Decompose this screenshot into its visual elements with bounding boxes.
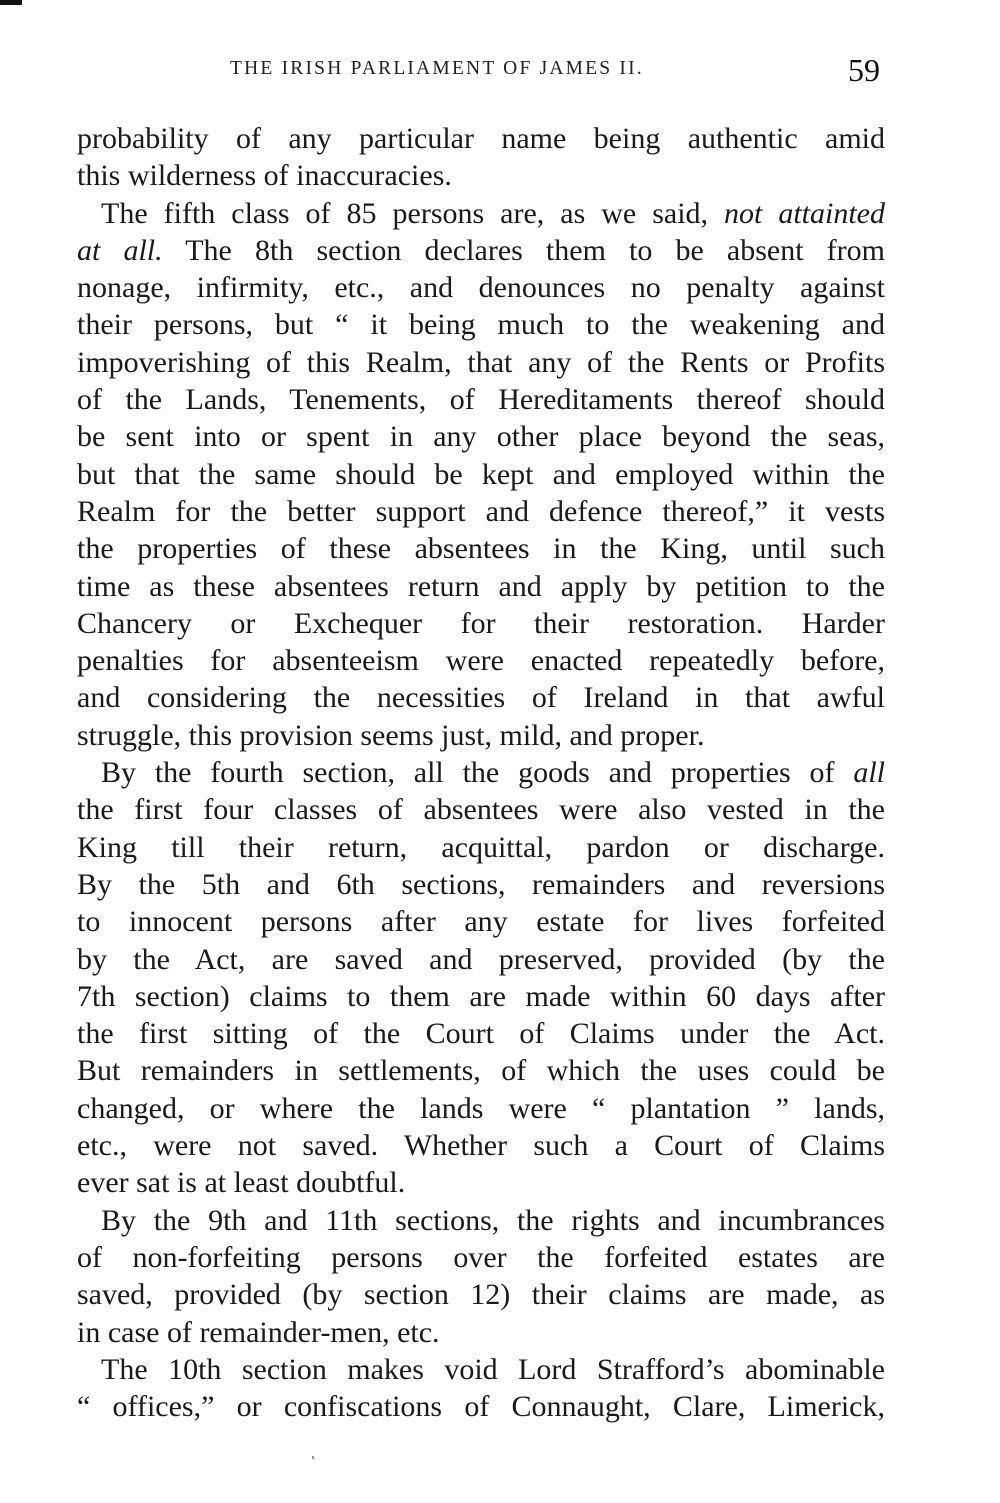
text-line: The 10th section makes void Lord Strafford’s abominable — [101, 1352, 885, 1386]
paragraph — [77, 1202, 885, 1351]
text-segment: The 8th section declares them to be absent from — [185, 233, 886, 267]
text-line: the first sitting of the Court of Claims under the Act. — [77, 1017, 885, 1051]
text-line — [77, 195, 885, 232]
text-line: be sent into or spent in any other place beyond the seas, — [77, 420, 885, 454]
text-line: ever sat is at least doubtful. — [77, 1166, 406, 1200]
text-line: nonage, infirmity, etc., and denounces no penalty against — [77, 271, 885, 305]
text-line: their persons, but “ it being much to the weakening and — [77, 308, 885, 342]
page-number: 59 — [848, 52, 880, 88]
text-line: penalties for absenteeism were enacted repeatedly before, — [77, 644, 885, 678]
text-line: King till their return, acquittal, pardon or discharge. — [77, 830, 885, 864]
text-line: probability of any particular name being authentic amid — [77, 122, 885, 155]
text-line: etc., were not saved. Whether such a Court of Claims — [77, 1129, 885, 1163]
text-line: the properties of these absentees in the King, until such — [77, 532, 885, 566]
text-line: in case of remainder-men, etc. — [77, 1315, 440, 1349]
text-line: the first four classes of absentees were also vested in the — [77, 793, 885, 827]
emphasis-text: at all. — [77, 233, 163, 267]
text-line: But remainders in settlements, of which the uses could be — [77, 1054, 885, 1088]
text-line: struggle, this provision seems just, mild, and proper. — [77, 718, 705, 752]
text-line: “ offices,” or confiscations of Connaught, Clare, Limerick, — [77, 1390, 885, 1424]
text-line — [77, 754, 885, 791]
emphasis-text: not attainted — [724, 196, 885, 230]
text-line: of non-forfeiting persons over the forfeited estates are — [77, 1240, 885, 1274]
paragraph — [77, 195, 885, 754]
text-line: By the 5th and 6th sections, remainders and reversions — [77, 867, 885, 901]
text-line: to innocent persons after any estate for lives forfeited — [77, 905, 885, 939]
text-line — [77, 232, 885, 269]
text-line: 7th section) claims to them are made within 60 days after — [77, 979, 885, 1013]
text-line: by the Act, are saved and preserved, provided (by the — [77, 942, 885, 976]
text-line: saved, provided (by section 12) their claims are made, as — [77, 1278, 885, 1312]
text-line: of the Lands, Tenements, of Hereditaments thereof should — [77, 383, 885, 417]
text-line: but that the same should be kept and employed within the — [77, 457, 885, 491]
text-line: Chancery or Exchequer for their restoration. Harder — [77, 606, 885, 640]
scan-corner-mark — [0, 0, 22, 5]
text-segment: The fifth class of 85 persons are, as we said, — [101, 196, 709, 230]
text-line: changed, or where the lands were “ plantation ” lands, — [77, 1091, 885, 1125]
text-segment: By the fourth section, all the goods and properties of — [101, 756, 835, 790]
body-text — [77, 120, 885, 1425]
running-header: THE IRISH PARLIAMENT OF JAMES II. — [230, 58, 644, 79]
paragraph — [77, 1351, 885, 1426]
text-line: Realm for the better support and defence thereof,” it vests — [77, 494, 885, 528]
text-line: impoverishing of this Realm, that any of the Rents or Profits — [77, 345, 885, 379]
paragraph — [77, 754, 885, 1202]
paragraph — [77, 120, 885, 195]
emphasis-text: all — [853, 756, 886, 790]
text-line: time as these absentees return and apply by petition to the — [77, 569, 885, 603]
text-line: and considering the necessities of Ireland in that awful — [77, 681, 885, 715]
text-line: By the 9th and 11th sections, the rights and incumbrances — [101, 1203, 885, 1237]
text-line: this wilderness of inaccuracies. — [77, 159, 452, 193]
scan-speck — [312, 1456, 314, 1459]
